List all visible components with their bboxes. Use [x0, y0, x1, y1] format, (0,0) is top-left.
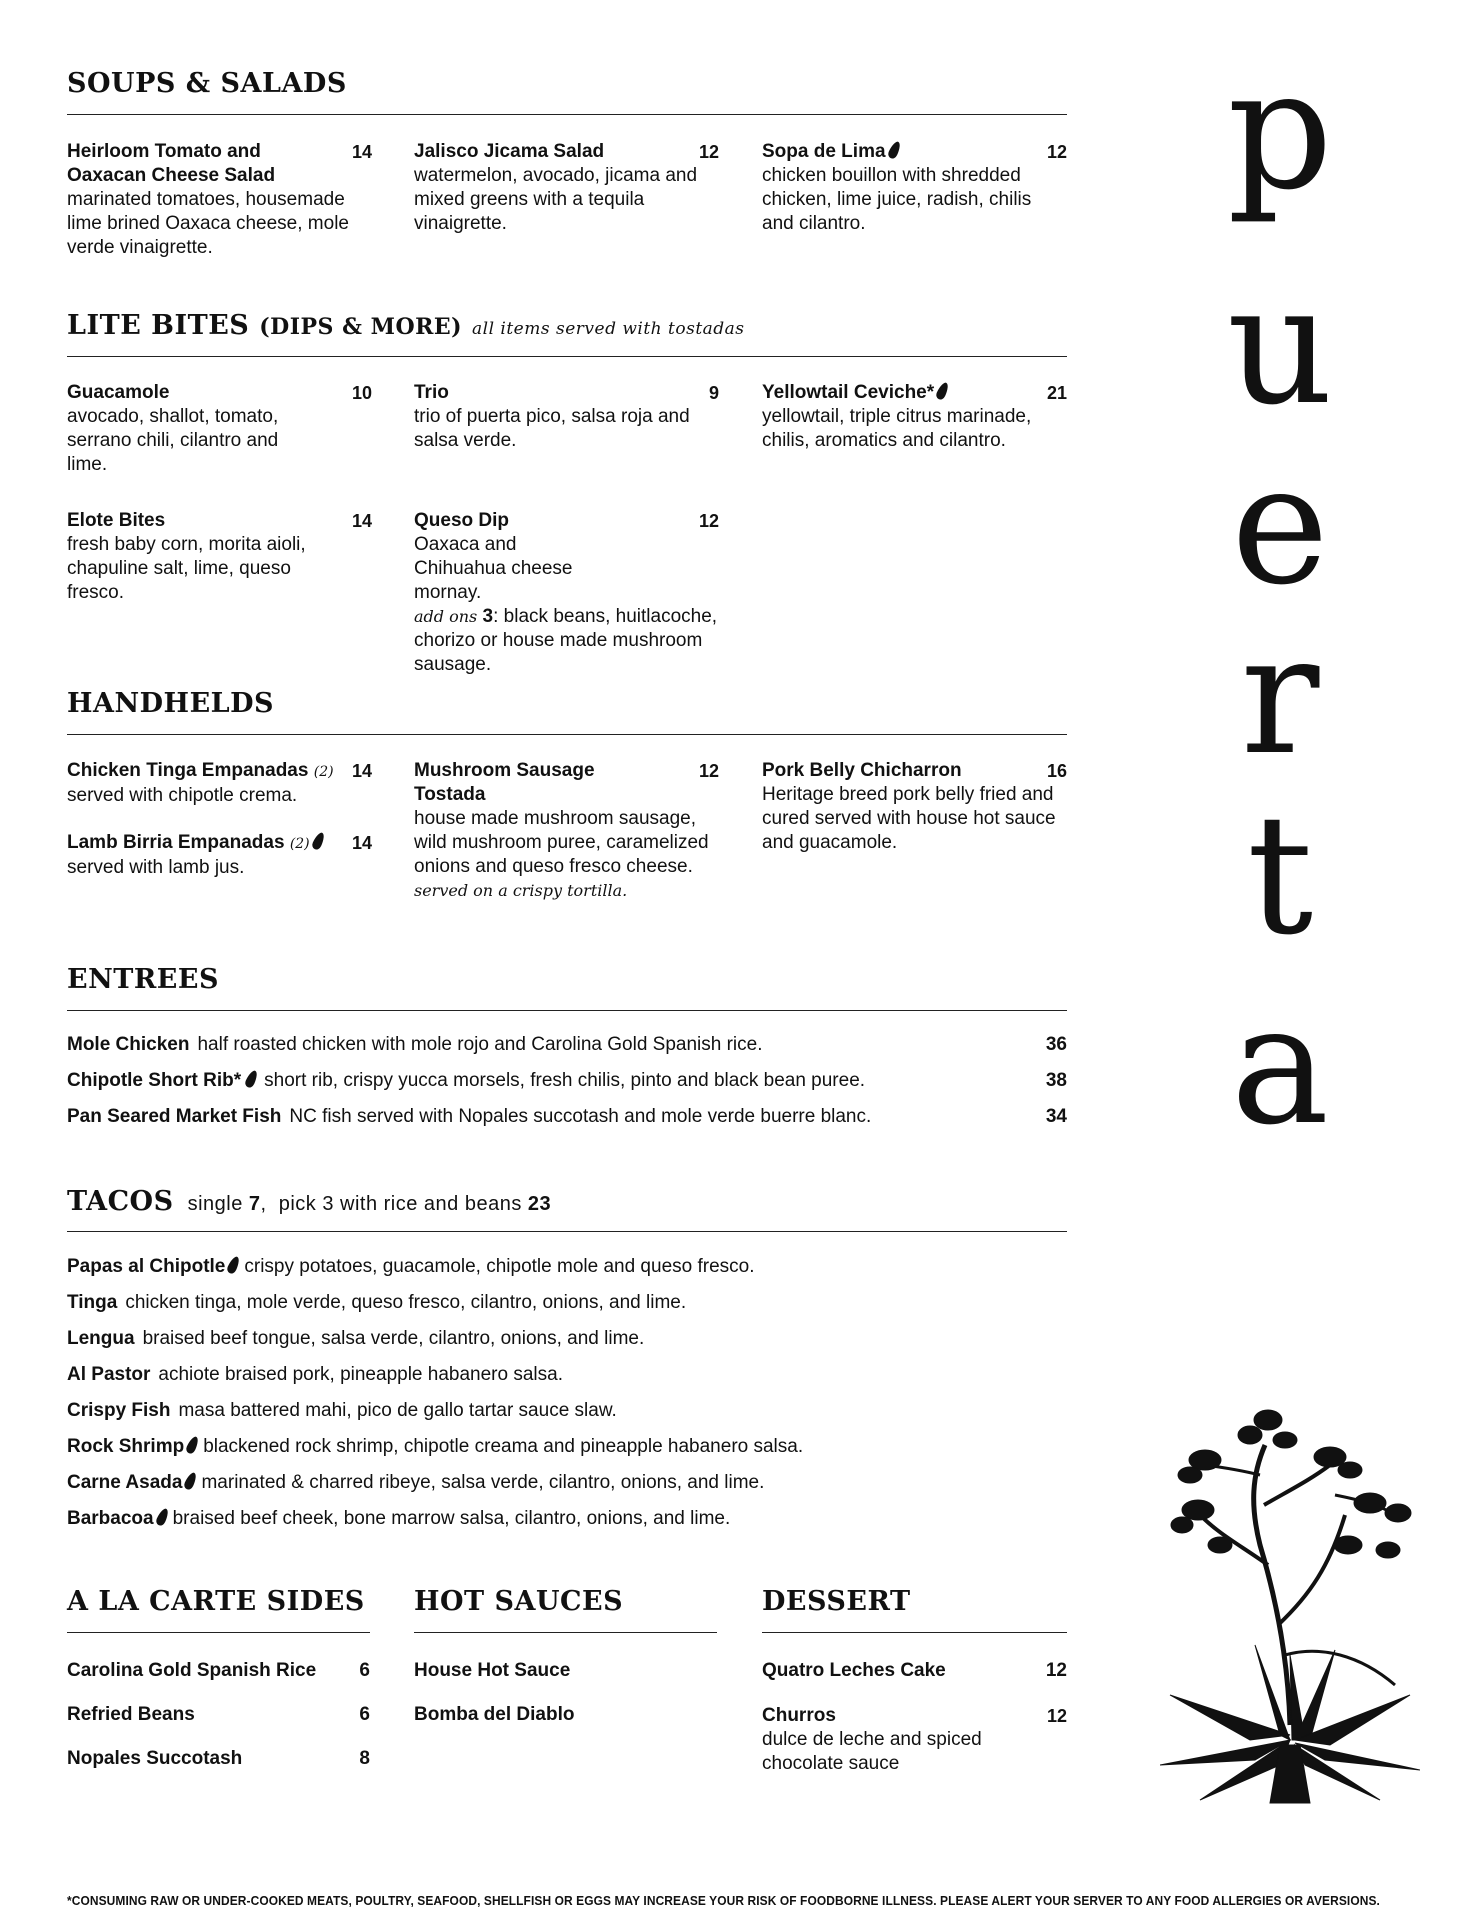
item-price: 34: [1045, 1106, 1067, 1127]
item-description: short rib, crispy yucca morsels, fresh chilis, pinto and black bean puree.: [264, 1070, 866, 1091]
taco-item: [67, 1471, 764, 1495]
lite-bites-note: all items served with tostadas: [472, 319, 745, 339]
item-price: 8: [359, 1748, 370, 1769]
item-description: Heritage breed pork belly fried and cured served with house hot sauce and guacamole.: [762, 784, 1056, 853]
item-price: 10: [351, 383, 372, 403]
single-price: 7: [248, 1193, 261, 1215]
item-description: trio of puerta pico, salsa roja and salsa verde.: [414, 406, 690, 451]
entree-row: [67, 1105, 1067, 1129]
divider: [67, 1632, 370, 1633]
tacos-pricing: single 7, pick 3 with rice and beans 23: [187, 1193, 552, 1215]
menu-item: [414, 759, 719, 903]
lite-bites-subtitle: (DIPS & MORE): [259, 314, 463, 340]
item-description: served with lamb jus.: [67, 857, 245, 878]
item-price: 38: [1045, 1070, 1067, 1091]
item-name: Elote Bites: [67, 510, 166, 531]
item-price: 21: [1046, 383, 1067, 403]
item-name: Rock Shrimp: [67, 1436, 185, 1457]
taco-item: [67, 1291, 686, 1315]
brand-letter: e: [1231, 429, 1329, 621]
item-price: 16: [1046, 761, 1067, 781]
item-description: served with chipotle crema.: [67, 785, 298, 806]
item-price: 12: [698, 511, 719, 531]
item-price: 9: [708, 383, 719, 403]
item-name: Barbacoa: [67, 1508, 154, 1529]
menu-item: [414, 381, 719, 453]
agave-plant-illustration: [1160, 1395, 1420, 1805]
menu-item: [67, 759, 372, 808]
item-description: masa battered mahi, pico de gallo tartar sauce slaw.: [178, 1400, 617, 1421]
sauce-item: [414, 1660, 719, 1682]
brand-letter: a: [1230, 969, 1330, 1161]
item-price: 14: [351, 142, 372, 162]
item-name: Lengua: [67, 1328, 135, 1349]
menu-item: [762, 140, 1067, 236]
single-label: single: [187, 1193, 243, 1215]
item-description: watermelon, avocado, jicama and mixed greens with a tequila vinaigrette.: [414, 165, 698, 234]
item-description: achiote braised pork, pineapple habanero salsa.: [158, 1364, 563, 1385]
taco-item: [67, 1507, 730, 1531]
divider: [67, 356, 1067, 357]
menu-item: [67, 140, 372, 260]
item-description: braised beef tongue, salsa verde, cilantro, onions, and lime.: [142, 1328, 645, 1349]
item-description: braised beef cheek, bone marrow salsa, cilantro, onions, and lime.: [172, 1508, 731, 1529]
item-description: crispy potatoes, guacamole, chipotle mole and queso fresco.: [244, 1256, 755, 1277]
item-name: Jalisco Jicama Salad: [414, 141, 605, 162]
item-name: Lamb Birria Empanadas: [67, 832, 285, 853]
side-item: [67, 1748, 370, 1770]
entree-row: [67, 1069, 1067, 1093]
item-description: fresh baby corn, morita aioli, chapuline salt, lime, queso fresco.: [67, 534, 306, 603]
item-name: Chicken Tinga Empanadas: [67, 760, 309, 781]
item-price: 6: [359, 1660, 370, 1681]
item-name: Sopa de Lima: [762, 141, 886, 162]
menu-item: [762, 381, 1067, 453]
food-safety-disclaimer: *CONSUMING RAW OR UNDER-COOKED MEATS, POULTRY, SEAFOOD, SHELLFISH OR EGGS MAY INCREASE YOUR RISK OF FOODBORNE ILLNESS. PLEASE ALERT YOUR SERVER TO ANY FOOD ALLERGIES OR AVERSIONS.: [67, 1893, 1380, 1908]
chili-pepper-icon: [154, 1507, 170, 1527]
item-name: Crispy Fish: [67, 1400, 171, 1421]
item-note: served on a crispy tortilla.: [414, 881, 628, 900]
item-price: 12: [1045, 1660, 1067, 1681]
item-addons: [414, 605, 719, 677]
divider: [414, 1632, 717, 1633]
side-item: [67, 1704, 370, 1726]
item-price: 6: [359, 1704, 370, 1725]
item-description: chicken tinga, mole verde, queso fresco, cilantro, onions, and lime.: [125, 1292, 687, 1313]
item-qty: (2): [313, 764, 334, 780]
taco-item: [67, 1255, 755, 1279]
item-description: chicken bouillon with shredded chicken, lime juice, radish, chilis and cilantro.: [762, 165, 1032, 234]
section-title-lite-bites: [67, 310, 745, 341]
menu-item: [414, 509, 719, 677]
dessert-item: [762, 1704, 1067, 1776]
item-name: Trio: [414, 382, 449, 403]
item-name: Nopales Succotash: [67, 1748, 243, 1769]
pick-price: 23: [527, 1193, 552, 1215]
item-description: marinated & charred ribeye, salsa verde, cilantro, onions, and lime.: [201, 1472, 765, 1493]
item-name: Chipotle Short Rib*: [67, 1070, 242, 1091]
menu-item: [67, 831, 372, 880]
item-name: Queso Dip: [414, 510, 510, 531]
menu-item: [762, 759, 1067, 855]
item-price: 36: [1045, 1034, 1067, 1055]
item-name: Tinga: [67, 1292, 118, 1313]
item-name: Guacamole: [67, 382, 170, 403]
item-price: 14: [351, 511, 372, 531]
brand-letter: p: [1227, 34, 1333, 226]
lite-bites-title: LITE BITES: [67, 310, 250, 341]
sauce-item: [414, 1704, 719, 1726]
divider: [67, 734, 1067, 735]
item-qty: (2): [289, 836, 310, 852]
menu-item: [67, 381, 372, 477]
item-price: 12: [698, 142, 719, 162]
addon-label: add ons: [414, 607, 478, 626]
item-description: avocado, shallot, tomato, serrano chili, cilantro and lime.: [67, 406, 279, 475]
addon-price: 3: [482, 606, 494, 627]
item-name: Quatro Leches Cake: [762, 1660, 946, 1681]
item-name: Churros: [762, 1705, 836, 1726]
chili-pepper-icon: [185, 1435, 201, 1455]
item-name: Pork Belly Chicharron: [762, 760, 962, 781]
addon-description: : black beans, huitlacoche, chorizo or house made mushroom sausage.: [414, 606, 718, 675]
item-price: 12: [698, 761, 719, 781]
item-name: Carolina Gold Spanish Rice: [67, 1660, 317, 1681]
item-name: Heirloom Tomato and Oaxacan Cheese Salad: [67, 141, 276, 186]
tacos-title: TACOS: [67, 1186, 174, 1217]
item-name: Carne Asada: [67, 1472, 183, 1493]
brand-letter: u: [1226, 249, 1334, 441]
item-price: 14: [351, 833, 372, 853]
item-name: Yellowtail Ceviche*: [762, 382, 935, 403]
section-title-handhelds: HANDHELDS: [67, 688, 275, 719]
section-title-entrees: ENTREES: [67, 964, 219, 995]
chili-pepper-icon: [935, 381, 951, 401]
taco-item: [67, 1435, 803, 1459]
item-name: House Hot Sauce: [414, 1660, 571, 1681]
item-description: yellowtail, triple citrus marinade, chilis, aromatics and cilantro.: [762, 406, 1032, 451]
taco-item: [67, 1327, 644, 1351]
chili-pepper-icon: [310, 831, 326, 851]
section-title-dessert: DESSERT: [762, 1586, 911, 1617]
item-description: dulce de leche and spiced chocolate sauce: [762, 1729, 982, 1774]
item-price: 12: [1046, 1706, 1067, 1726]
item-description: blackened rock shrimp, chipotle creama and pineapple habanero salsa.: [203, 1436, 804, 1457]
brand-letter: r: [1240, 599, 1320, 791]
pick-label: pick 3 with rice and beans: [278, 1193, 522, 1215]
item-description: NC fish served with Nopales succotash and mole verde buerre blanc.: [289, 1106, 872, 1127]
chili-pepper-icon: [183, 1471, 199, 1491]
item-name: Refried Beans: [67, 1704, 195, 1725]
section-title-sides: A LA CARTE SIDES: [67, 1586, 365, 1617]
item-description: marinated tomatoes, housemade lime brined Oaxaca cheese, mole verde vinaigrette.: [67, 189, 349, 258]
entree-row: [67, 1033, 1067, 1057]
item-name: Al Pastor: [67, 1364, 151, 1385]
dessert-item: [762, 1660, 1067, 1682]
item-name: Papas al Chipotle: [67, 1256, 226, 1277]
taco-item: [67, 1399, 617, 1423]
chili-pepper-icon: [886, 140, 902, 160]
item-name: Mushroom Sausage Tostada: [414, 760, 595, 805]
taco-item: [67, 1363, 563, 1387]
item-name: Pan Seared Market Fish: [67, 1106, 282, 1127]
brand-letter: t: [1246, 779, 1314, 971]
item-price: 12: [1046, 142, 1067, 162]
section-title-soups: SOUPS & SALADS: [67, 68, 347, 99]
menu-item: [67, 509, 372, 605]
item-description: house made mushroom sausage, wild mushroom puree, caramelized onions and queso fresco cheese.: [414, 808, 709, 877]
chili-pepper-icon: [226, 1255, 242, 1275]
item-name: Bomba del Diablo: [414, 1704, 575, 1725]
divider: [67, 1231, 1067, 1232]
section-title-hot-sauces: HOT SAUCES: [414, 1586, 624, 1617]
divider: [762, 1632, 1067, 1633]
section-title-tacos: [67, 1186, 551, 1217]
chili-pepper-icon: [244, 1069, 260, 1089]
item-description: Oaxaca and Chihuahua cheese mornay.: [414, 534, 573, 603]
side-item: [67, 1660, 370, 1682]
item-name: Mole Chicken: [67, 1034, 190, 1055]
item-price: 14: [351, 761, 372, 781]
divider: [67, 114, 1067, 115]
divider: [67, 1010, 1067, 1011]
menu-item: [414, 140, 719, 236]
item-description: half roasted chicken with mole rojo and Carolina Gold Spanish rice.: [197, 1034, 763, 1055]
